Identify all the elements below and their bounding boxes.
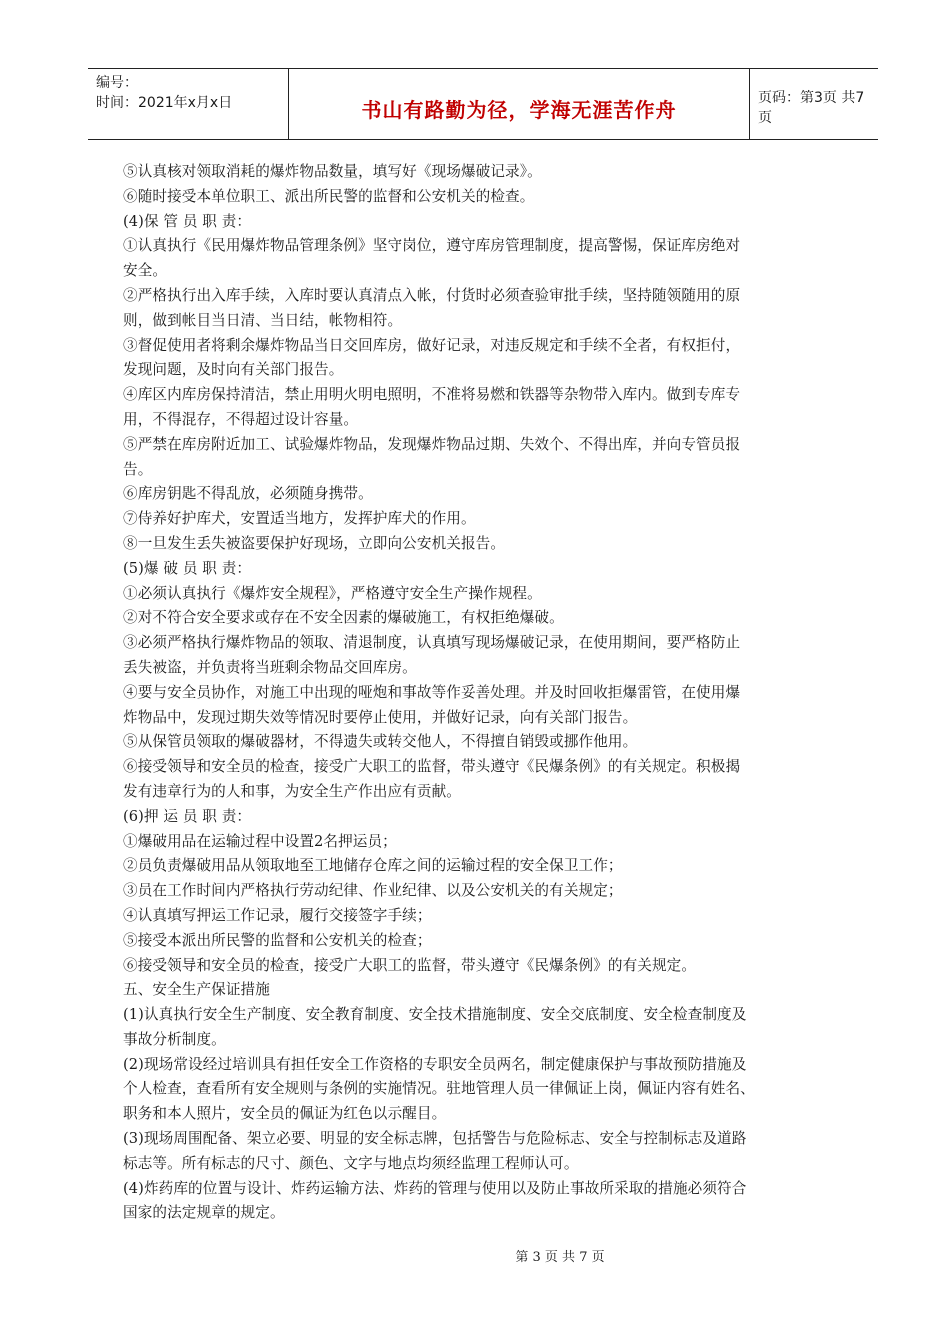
document-number-label: 编号：	[96, 75, 138, 91]
page-header	[88, 68, 878, 140]
body-line: ②对不符合安全要求或存在不安全因素的爆破施工，有权拒绝爆破。	[123, 609, 564, 627]
body-line: 炸物品中，发现过期失效等情况时要停止使用，并做好记录，向有关部门报告。	[123, 708, 638, 726]
page-footer: 第 3 页 共 7 页	[515, 1250, 605, 1265]
body-line: ④认真填写押运工作记录，履行交接签字手续；	[123, 906, 432, 924]
body-line: (4)炸药库的位置与设计、炸药运输方法、炸药的管理与使用以及防止事故所采取的措施必须符合	[123, 1179, 747, 1197]
body-line: ②严格执行出入库手续，入库时要认真清点入帐，付货时必须查验审批手续，坚持随领随用的原	[123, 286, 741, 304]
header-motto: 书山有路勤为径，学海无涯苦作舟	[288, 69, 750, 139]
body-line: 五、安全生产保证措施	[123, 981, 270, 999]
body-line: ⑤认真核对领取消耗的爆炸物品数量，填写好《现场爆破记录》。	[123, 163, 542, 180]
header-page-label: 页码：第3页 共7页	[758, 90, 865, 126]
body-line: ⑦侍养好护库犬，安置适当地方，发挥护库犬的作用。	[123, 510, 476, 528]
body-line: ⑧一旦发生丢失被盗要保护好现场，立即向公安机关报告。	[123, 534, 506, 552]
header-meta	[88, 69, 288, 139]
body-line: 国家的法定规章的规定。	[123, 1204, 285, 1222]
body-line: (4)保 管 员 职 责：	[123, 212, 252, 230]
body-line: 职务和本人照片，安全员的佩证为红色以示醒目。	[123, 1105, 447, 1123]
body-line: ⑤接受本派出所民警的监督和公安机关的检查；	[123, 931, 432, 949]
body-line: 个人检查，查看所有安全规则与条例的实施情况。驻地管理人员一律佩证上岗，佩证内容有姓名、	[123, 1080, 755, 1098]
body-line: (5)爆 破 员 职 责：	[123, 559, 252, 577]
body-line: (3)现场周围配备、架立必要、明显的安全标志牌，包括警告与危险标志、安全与控制标志及道路	[123, 1130, 747, 1148]
body-line: 发现问题，及时向有关部门报告。	[123, 361, 344, 379]
body-line: ④库区内库房保持清洁，禁止用明火明电照明，不准将易燃和铁器等杂物带入库内。做到专库专	[123, 386, 741, 404]
body-line: (1)认真执行安全生产制度、安全教育制度、安全技术措施制度、安全交底制度、安全检查制度及	[123, 1006, 747, 1024]
body-line: ①爆破用品在运输过程中设置2名押运员；	[123, 832, 397, 850]
body-line: 丢失被盗，并负责将当班剩余物品交回库房。	[123, 658, 417, 676]
document-time-label: 时间：2021年x月x日	[96, 95, 233, 111]
body-line: ③督促使用者将剩余爆炸物品当日交回库房，做好记录，对违反规定和手续不全者，有权拒付，	[123, 336, 741, 354]
body-line: (2)现场常设经过培训具有担任安全工作资格的专职安全员两名，制定健康保护与事故预防措施及	[123, 1055, 747, 1073]
body-line: 发有违章行为的人和事，为安全生产作出应有贡献。	[123, 782, 461, 800]
body-line: ④要与安全员协作，对施工中出现的哑炮和事故等作妥善处理。并及时回收拒爆雷管，在使用爆	[123, 683, 741, 701]
body-line: 安全。	[123, 262, 168, 280]
body-line: 告。	[123, 460, 153, 478]
body-line: ⑥接受领导和安全员的检查，接受广大职工的监督，带头遵守《民爆条例》的有关规定。	[123, 956, 697, 974]
body-line: 用，不得混存，不得超过设计容量。	[123, 410, 359, 428]
body-line: ③员在工作时间内严格执行劳动纪律、作业纪律、以及公安机关的有关规定；	[123, 882, 623, 900]
body-line: (6)押 运 员 职 责：	[123, 807, 252, 825]
body-line: 则，做到帐目当日清、当日结，帐物相符。	[123, 311, 403, 329]
body-line: ⑥库房钥匙不得乱放，必须随身携带。	[123, 485, 373, 503]
body-line: ⑥随时接受本单位职工、派出所民警的监督和公安机关的检查。	[123, 187, 535, 205]
document-body	[123, 160, 843, 1226]
body-line: ①认真执行《民用爆炸物品管理条例》坚守岗位，遵守库房管理制度，提高警惕，保证库房绝对	[123, 237, 741, 255]
body-line: ⑤严禁在库房附近加工、试验爆炸物品，发现爆炸物品过期、失效个、不得出库，并向专管员报	[123, 435, 741, 453]
body-line: ⑥接受领导和安全员的检查，接受广大职工的监督，带头遵守《民爆条例》的有关规定。积极揭	[123, 758, 741, 776]
body-line: ③必须严格执行爆炸物品的领取、清退制度，认真填写现场爆破记录，在使用期间，要严格防止	[123, 634, 741, 652]
body-line: 事故分析制度。	[123, 1030, 226, 1048]
body-line: ①必须认真执行《爆炸安全规程》，严格遵守安全生产操作规程。	[123, 584, 542, 602]
body-line: ②员负责爆破用品从领取地至工地储存仓库之间的运输过程的安全保卫工作；	[123, 857, 623, 875]
body-line: 标志等。所有标志的尺寸、颜色、文字与地点均须经监理工程师认可。	[123, 1154, 579, 1172]
body-line: ⑤从保管员领取的爆破器材，不得遗失或转交他人，不得擅自销毁或挪作他用。	[123, 733, 638, 751]
